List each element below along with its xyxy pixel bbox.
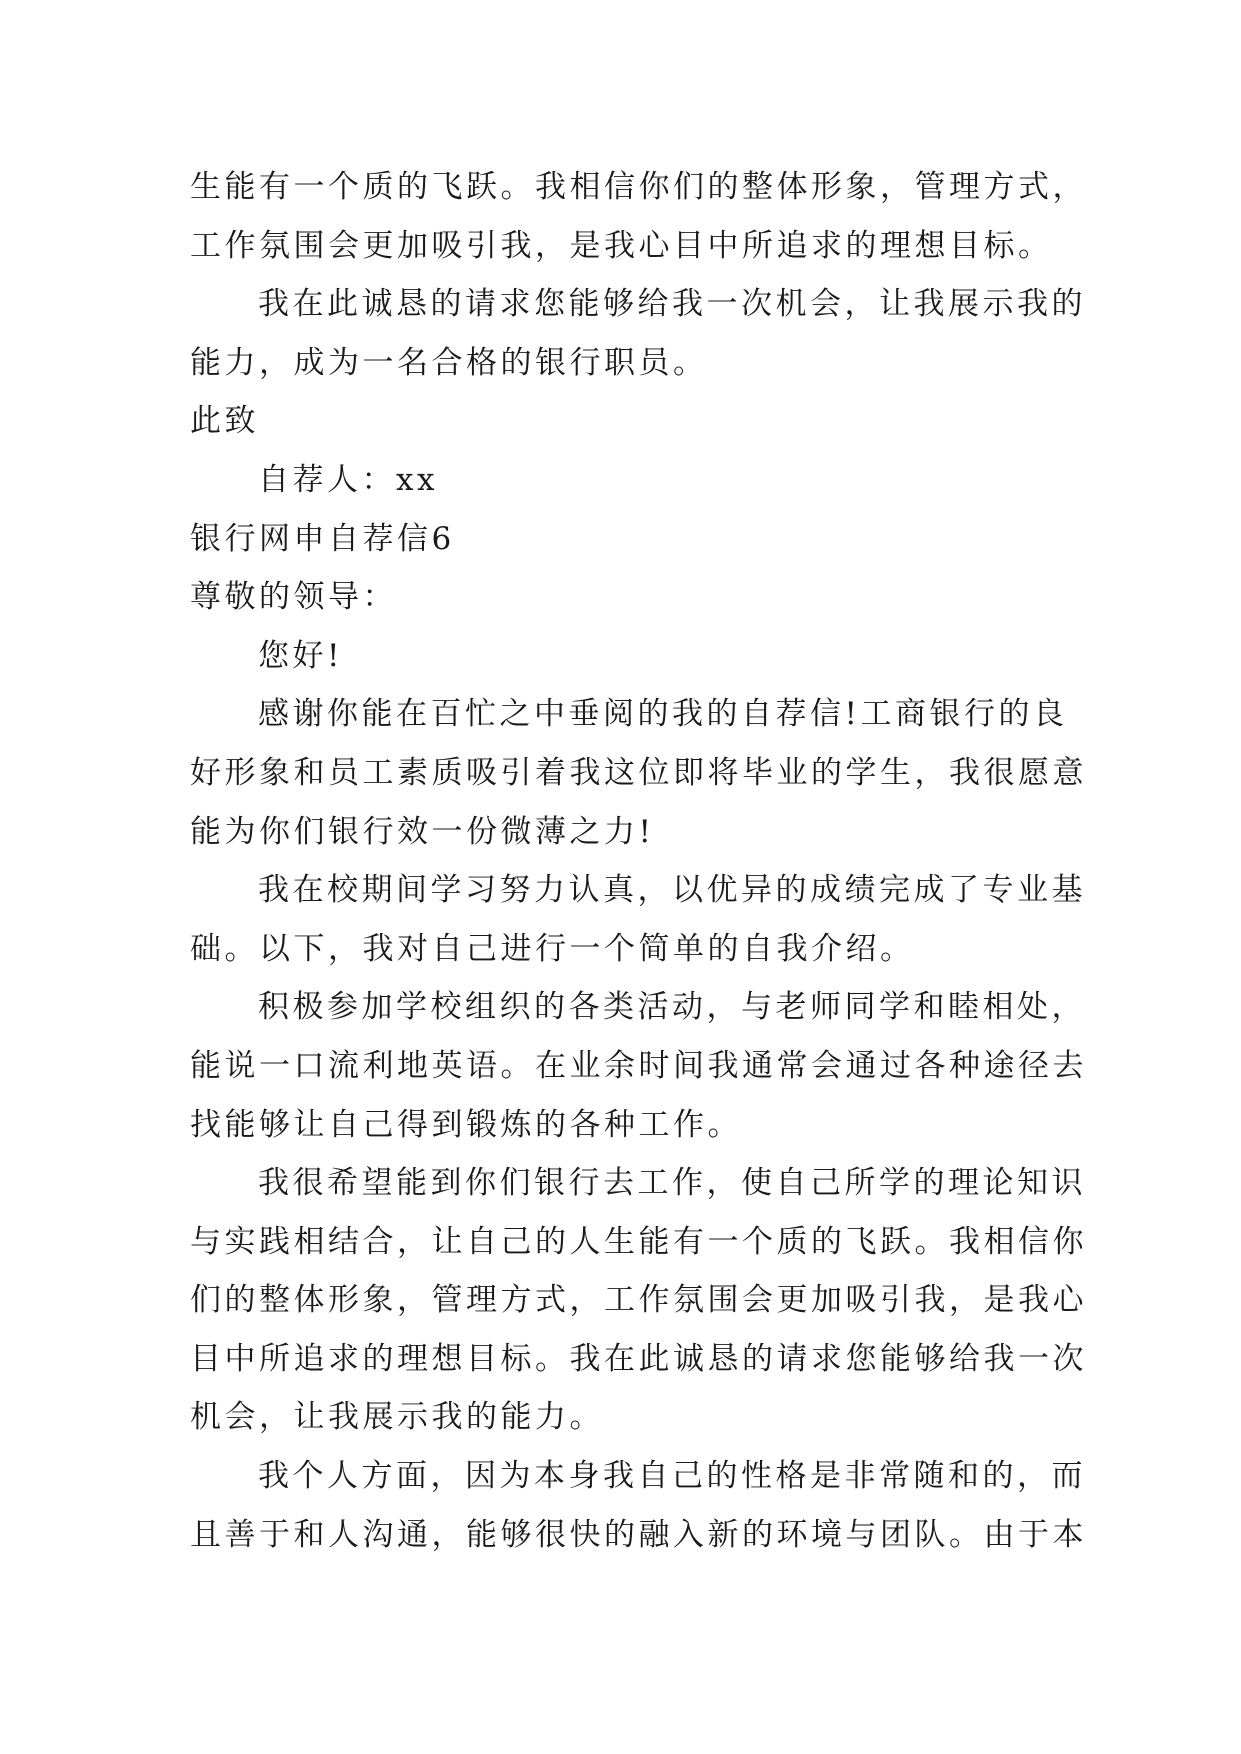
text-line: 我很希望能到你们银行去工作，使自己所学的理论知识: [258, 1165, 1086, 1202]
text-line: 感谢你能在百忙之中垂阅的我的自荐信!工商银行的良: [258, 696, 1068, 733]
text-line: 们的整体形象，管理方式，工作氛围会更加吸引我，是我心: [190, 1282, 1087, 1319]
text-line: 好形象和员工素质吸引着我这位即将毕业的学生，我很愿意: [190, 754, 1087, 791]
section-title: 银行网申自荐信6: [190, 520, 455, 557]
letter-body: [190, 158, 1087, 1564]
greeting-hello: 您好!: [258, 637, 343, 674]
text-line: 生能有一个质的飞跃。我相信你们的整体形象，管理方式，: [190, 169, 1087, 205]
text-line: 我个人方面，因为本身我自己的性格是非常随和的，而: [258, 1458, 1086, 1495]
signature-line: 自荐人：xx: [258, 461, 438, 498]
greeting: 尊敬的领导：: [190, 579, 397, 616]
text-line: 我在此诚恳的请求您能够给我一次机会，让我展示我的: [258, 286, 1086, 323]
text-line: 我在校期间学习努力认真，以优异的成绩完成了专业基: [258, 872, 1086, 909]
closing-salutation: 此致: [190, 403, 259, 440]
text-line: 能为你们银行效一份微薄之力!: [190, 813, 655, 850]
text-line: 与实践相结合，让自己的人生能有一个质的飞跃。我相信你: [190, 1223, 1087, 1260]
text-line: 机会，让我展示我的能力。: [190, 1399, 604, 1436]
text-line: 能力，成为一名合格的银行职员。: [190, 344, 708, 381]
text-line: 找能够让自己得到锻炼的各种工作。: [190, 1106, 742, 1143]
text-line: 目中所追求的理想目标。我在此诚恳的请求您能够给我一次: [190, 1340, 1087, 1377]
text-line: 能说一口流利地英语。在业余时间我通常会通过各种途径去: [190, 1047, 1087, 1084]
text-line: 且善于和人沟通，能够很快的融入新的环境与团队。由于本: [190, 1516, 1087, 1553]
text-line: 础。以下，我对自己进行一个简单的自我介绍。: [190, 930, 915, 967]
text-line: 工作氛围会更加吸引我，是我心目中所追求的理想目标。: [190, 227, 1053, 264]
text-line: 积极参加学校组织的各类活动，与老师同学和睦相处，: [258, 989, 1086, 1026]
